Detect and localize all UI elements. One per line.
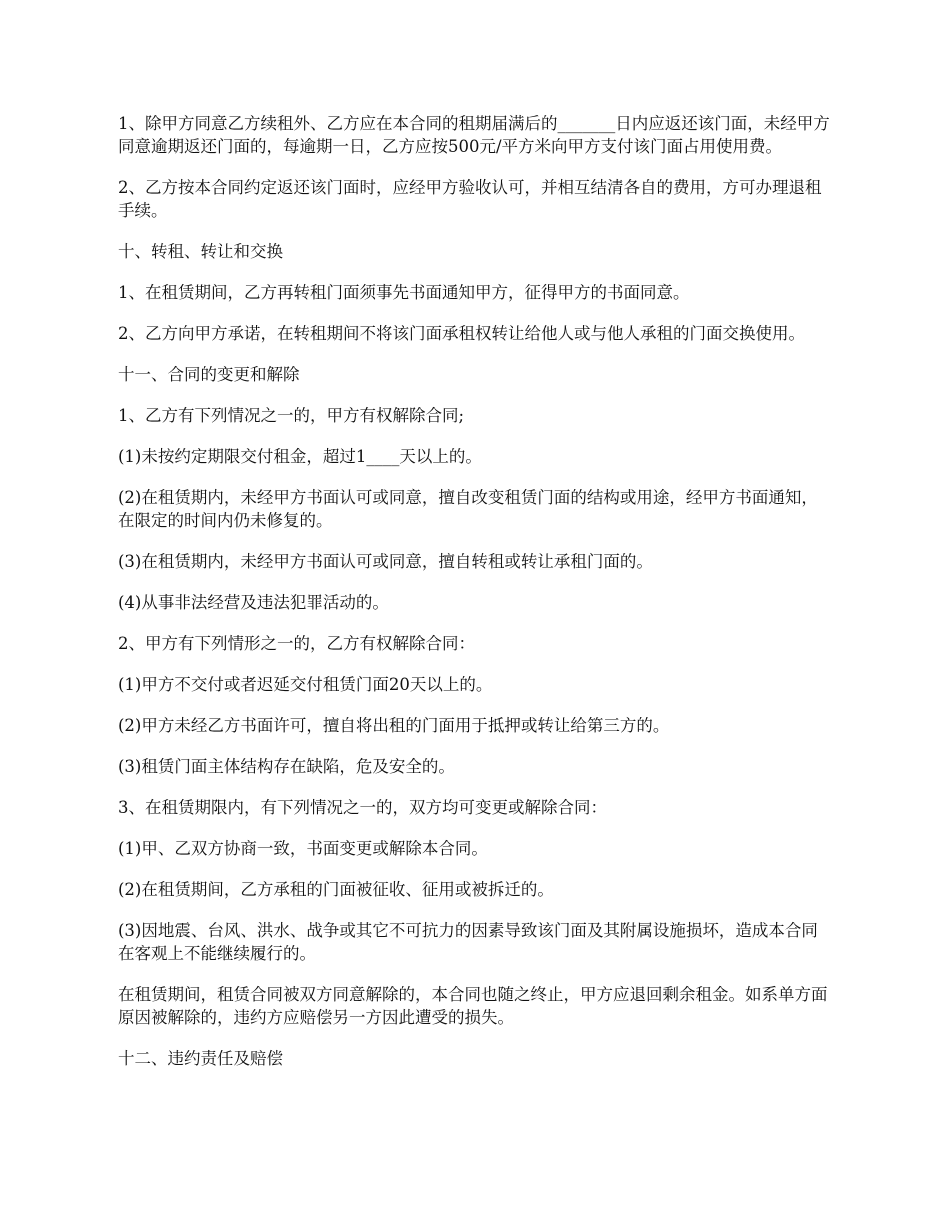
list-item-mutual-agreement: (1)甲、乙双方协商一致，书面变更或解除本合同。 [118,839,488,858]
paragraph-sublease-promise: 2、乙方向甲方承诺，在转租期间不将该门面承租权转让给他人或与他人承租的门面交换使用。 [118,324,805,343]
list-item-structure-change: (2)在租赁期内，未经甲方书面认可或同意，擅自改变租赁门面的结构或用途，经甲方书面通知，在限定的时间内仍未修复的。 [118,488,818,530]
list-item-illegal-activity: (4)从事非法经营及违法犯罪活动的。 [118,593,389,612]
list-item-unauthorized-sublease: (3)在租赁期内，未经甲方书面认可或同意，擅自转租或转让承租门面的。 [118,552,653,571]
list-item-rent-overdue: (1)未按约定期限交付租金，超过1____天以上的。 [118,447,482,466]
paragraph-mutual-termination: 3、在租赁期限内，有下列情况之一的，双方均可变更或解除合同： [118,798,607,817]
paragraph-return-inspection: 2、乙方按本合同约定返还该门面时，应经甲方验收认可，并相互结清各自的费用，方可办理退租手续。 [118,178,822,220]
section-heading-liability: 十二、违约责任及赔偿 [118,1049,283,1068]
list-item-expropriation: (2)在租赁期间，乙方承租的门面被征收、征用或被拆迁的。 [118,880,554,899]
paragraph-sublease-notice: 1、在租赁期间，乙方再转租门面须事先书面通知甲方，征得甲方的书面同意。 [118,283,690,302]
list-item-mortgage-transfer: (2)甲方未经乙方书面许可，擅自将出租的门面用于抵押或转让给第三方的。 [118,716,670,735]
section-heading-sublease: 十、转租、转让和交换 [118,242,283,261]
document-body [118,112,832,1070]
paragraph-termination-refund: 在租赁期间，租赁合同被双方同意解除的，本合同也随之终止，甲方应退回剩余租金。如系单方面原因被解除的，违约方应赔偿另一方因此遭受的损失。 [118,985,828,1027]
paragraph-lessor-termination-rights: 1、乙方有下列情况之一的，甲方有权解除合同; [118,406,465,425]
list-item-force-majeure: (3)因地震、台风、洪水、战争或其它不可抗力的因素导致该门面及其附属设施损坏，造成本合同在客观上不能继续履行的。 [118,921,818,963]
section-heading-change-termination: 十一、合同的变更和解除 [118,365,300,384]
list-item-structural-defect: (3)租赁门面主体结构存在缺陷，危及安全的。 [118,757,455,776]
paragraph-return-deadline: 1、除甲方同意乙方续租外、乙方应在本合同的租期届满后的_______日内应返还该门面，未经甲方同意逾期返还门面的，每逾期一日，乙方应按500元/平方米向甲方支付该门面占用使用费。 [118,114,830,156]
paragraph-lessee-termination-rights: 2、甲方有下列情形之一的，乙方有权解除合同： [118,634,475,653]
list-item-delayed-delivery: (1)甲方不交付或者迟延交付租赁门面20天以上的。 [118,675,493,694]
